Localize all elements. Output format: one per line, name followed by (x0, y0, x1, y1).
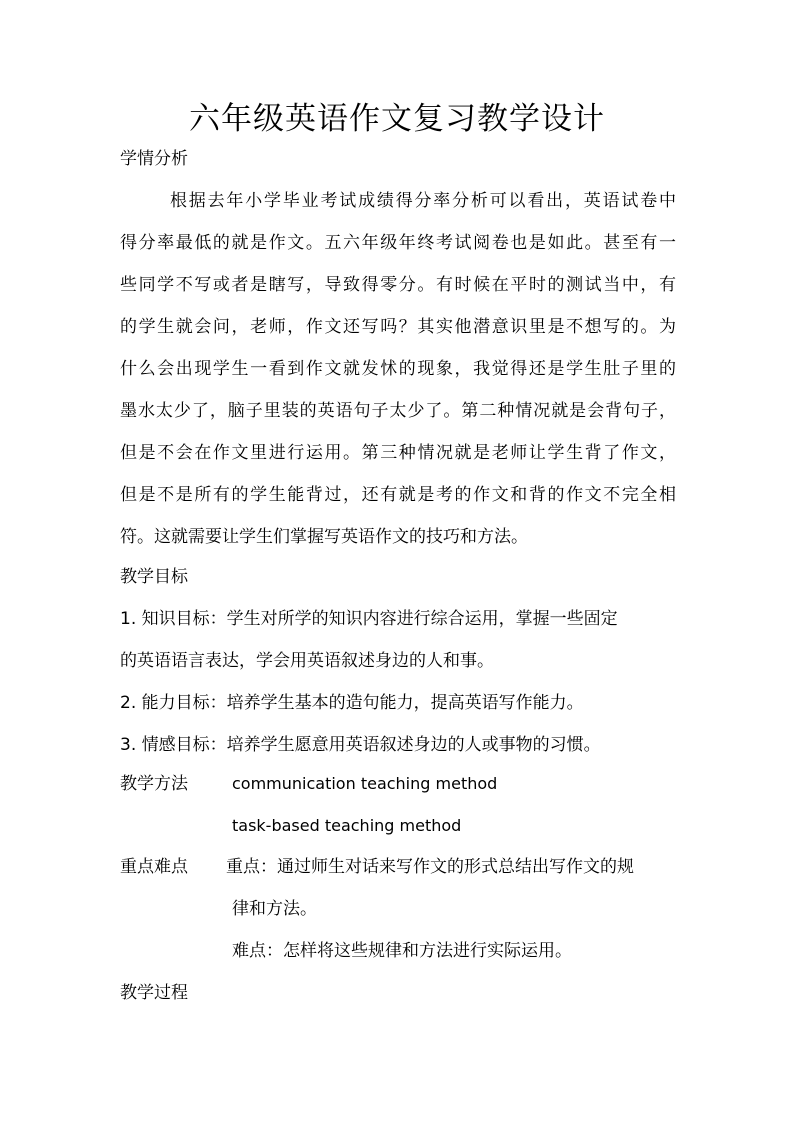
difficulty-line: 难点：怎样将这些规律和方法进行实际运用。 (232, 941, 572, 961)
goal-number: 2. (120, 693, 137, 713)
goal-item-emotion (120, 734, 601, 756)
analysis-line: 什么会出现学生一看到作文就发怵的现象，我觉得还是学生肚子里的 (120, 359, 676, 379)
goal-text: 能力目标：培养学生基本的造句能力，提高英语写作能力。 (141, 693, 584, 713)
goal-item-ability (120, 692, 584, 714)
document-title: 六年级英语作文复习教学设计 (189, 101, 605, 137)
analysis-line: 得分率最低的就是作文。五六年级年终考试阅卷也是如此。甚至有一 (120, 233, 676, 253)
goal-item-knowledge (120, 608, 676, 630)
section-heading-methods: 教学方法 (120, 774, 188, 794)
keypoint-line: 重点：通过师生对话来写作文的形式总结出写作文的规 (226, 857, 634, 877)
goal-number: 3. (120, 735, 137, 755)
section-heading-goals: 教学目标 (120, 567, 188, 587)
analysis-line: 但是不会在作文里进行运用。第三种情况就是老师让学生背了作文， (120, 443, 676, 463)
goal-number: 1. (120, 609, 137, 629)
analysis-line: 的学生就会问，老师，作文还写吗？其实他潜意识里是不想写的。为 (120, 317, 676, 337)
section-heading-process: 教学过程 (120, 983, 188, 1003)
analysis-line: 但是不是所有的学生能背过，还有就是考的作文和背的作文不完全相 (120, 485, 676, 505)
analysis-line: 符。这就需要让学生们掌握写英语作文的技巧和方法。 (120, 527, 528, 547)
analysis-line: 根据去年小学毕业考试成绩得分率分析可以看出，英语试卷中 (170, 191, 676, 211)
method-communication: communication teaching method (232, 774, 498, 793)
goal-item-knowledge-continued: 的英语语言表达，学会用英语叙述身边的人和事。 (120, 651, 494, 671)
method-task-based: task-based teaching method (232, 816, 462, 835)
goal-text: 知识目标：学生对所学的知识内容进行综合运用，掌握一些固定 (141, 609, 618, 629)
goal-text: 情感目标：培养学生愿意用英语叙述身边的人或事物的习惯。 (141, 735, 601, 755)
analysis-line: 墨水太少了，脑子里装的英语句子太少了。第二种情况就是会背句子， (120, 401, 676, 421)
section-heading-keypoints: 重点难点 (120, 857, 188, 877)
analysis-line: 些同学不写或者是瞎写，导致得零分。有时候在平时的测试当中，有 (120, 275, 676, 295)
section-heading-analysis: 学情分析 (120, 149, 188, 169)
keypoint-line-continued: 律和方法。 (232, 899, 317, 919)
